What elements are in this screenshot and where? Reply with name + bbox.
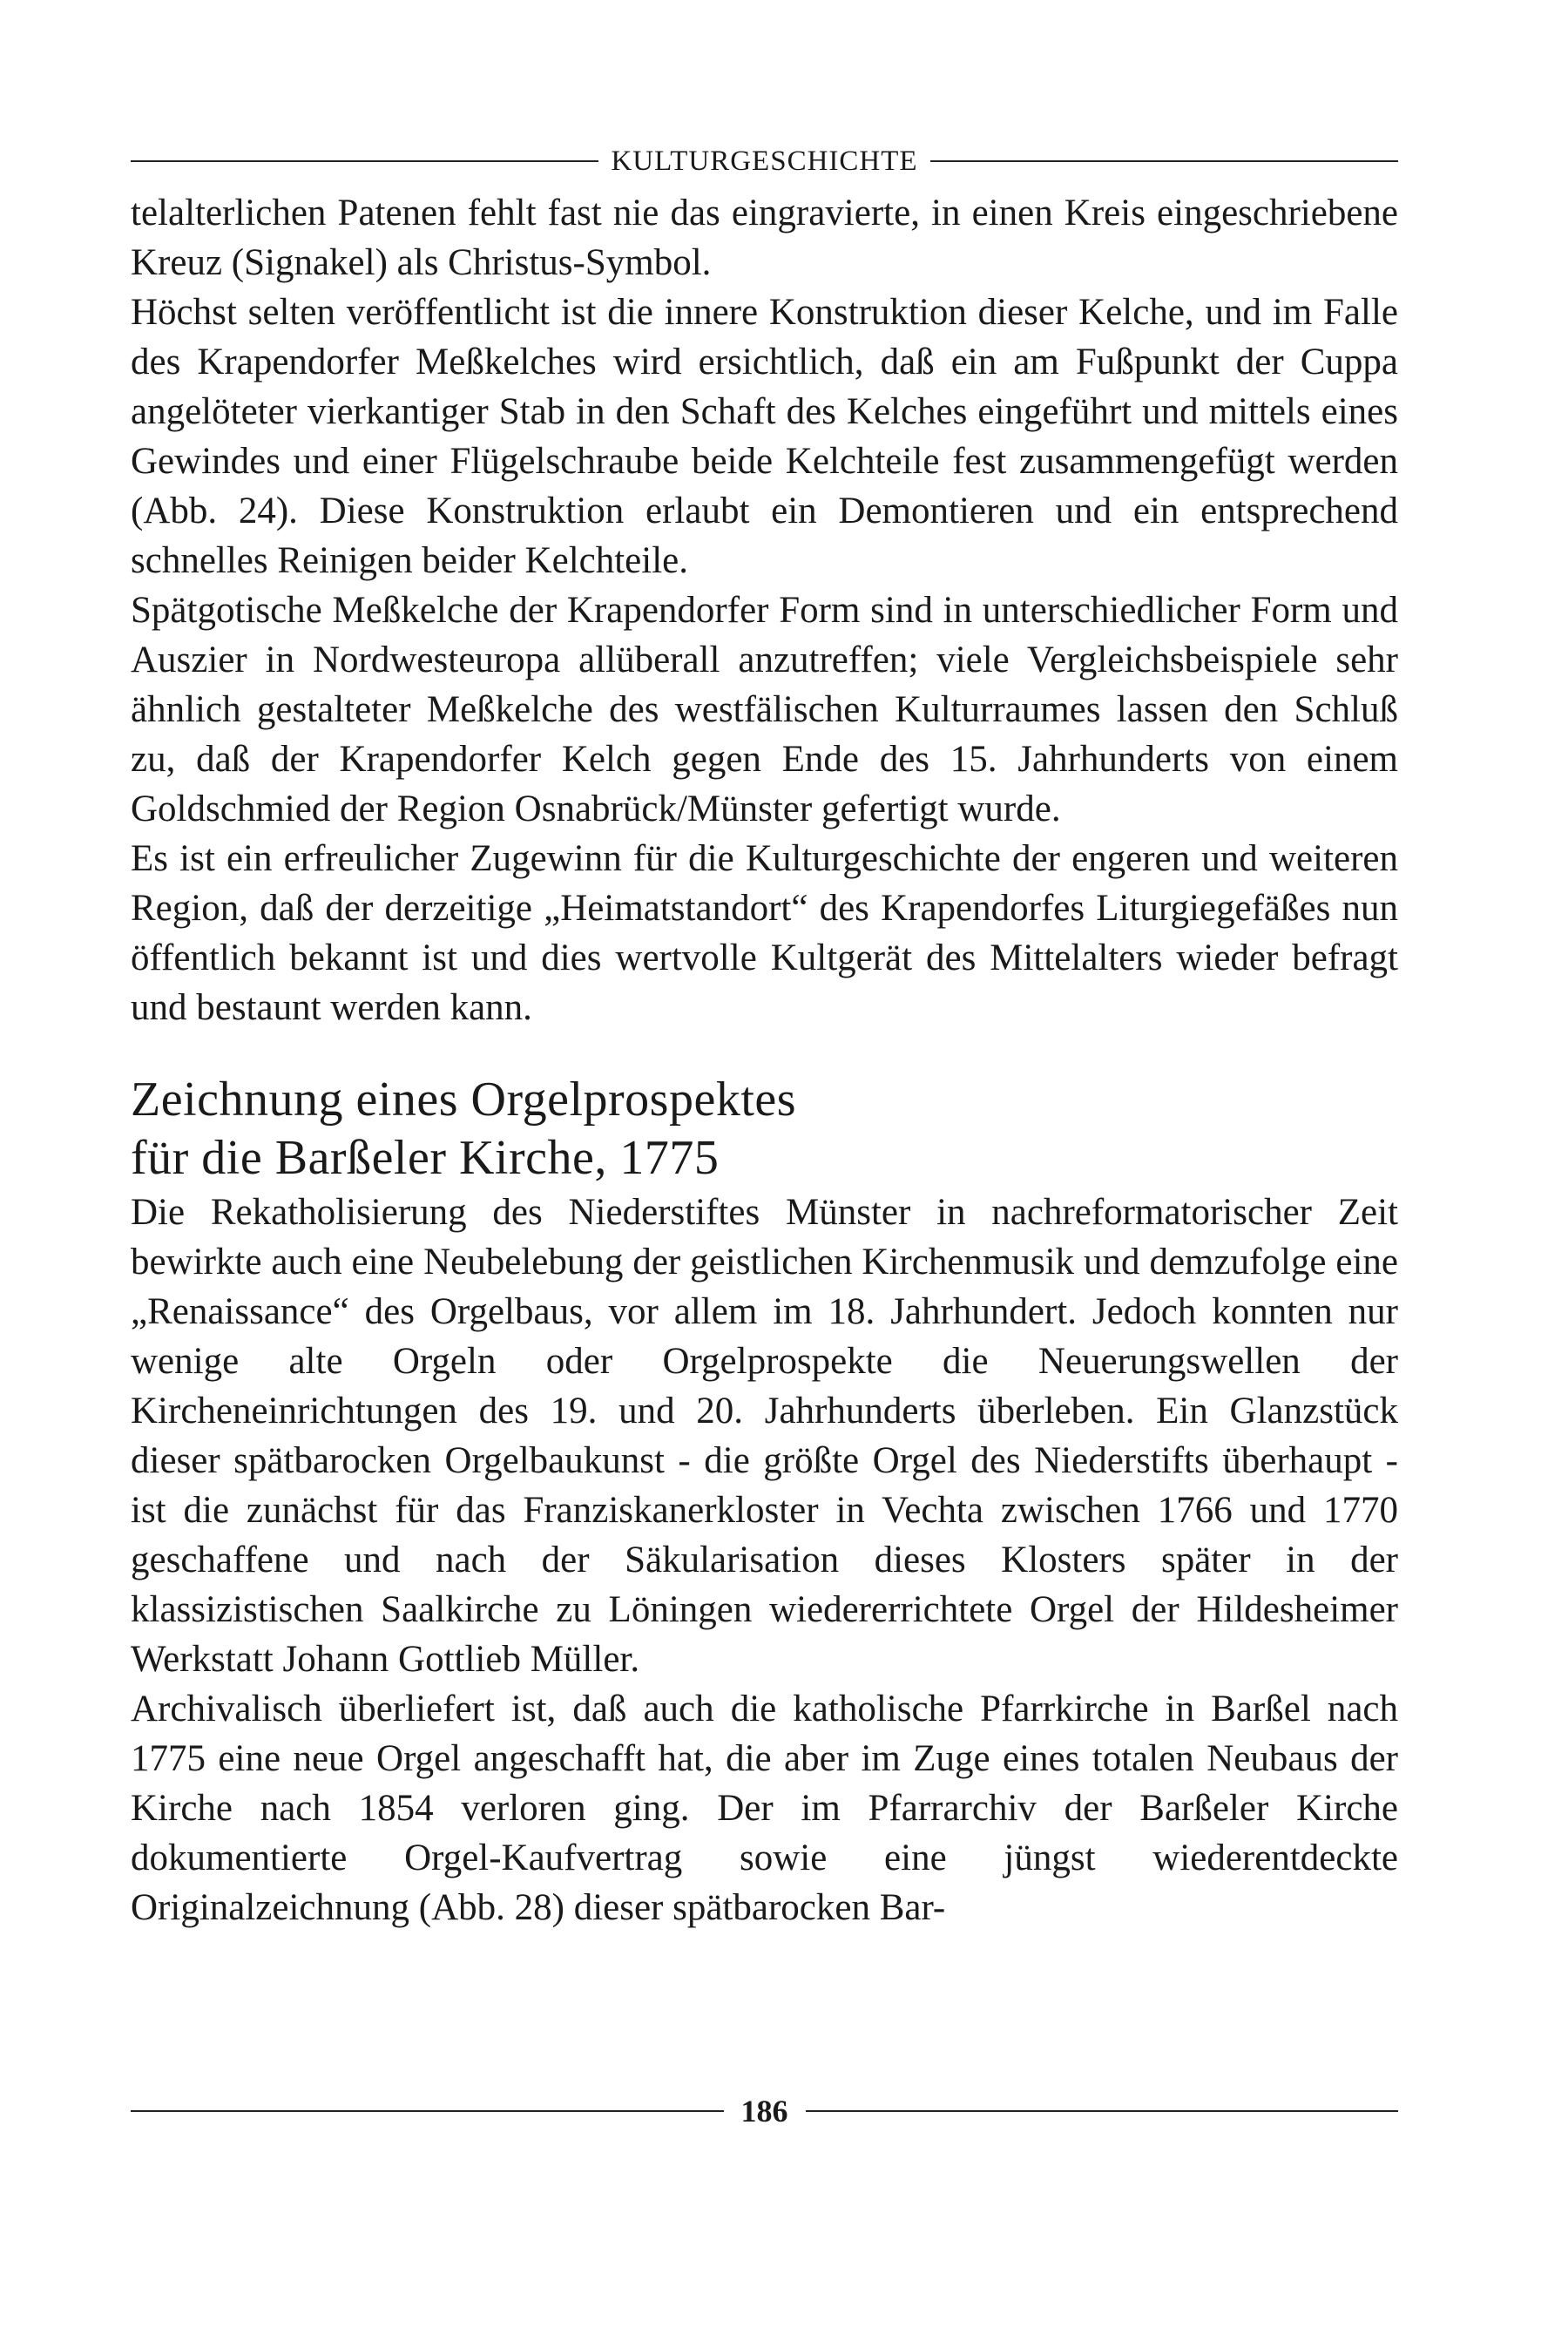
page	[131, 139, 1398, 1932]
paragraph: telalterlichen Patenen fehlt fast nie das eingravierte, in einen Kreis eingeschriebene Kreuz (Signakel) als Christus-Symbol.	[131, 193, 1398, 283]
footer-rule-right	[806, 2110, 1399, 2112]
paragraph: Spätgotische Meßkelche der Krapendorfer Form sind in unterschiedlicher Form und Auszier in Nordwesteuropa allüberall anzutreffen; viele Vergleichsbeispiele sehr ähnlich gestalteter Meßkelche des westfälischen Kulturraumes lassen den Schluß zu, daß der Krapendorfer Kelch gegen Ende des 15. Jahrhunderts von einem Goldschmied der Region Osnabrück/Münster gefertigt wurde.	[131, 590, 1398, 829]
paragraph: Die Rekatholisierung des Niederstiftes Münster in nachreformatorischer Zeit bewirkte auch eine Neubelebung der geistlichen Kirchenmusik und demzufolge eine „Renaissance“ des Orgelbaus, vor allem im 18. Jahrhundert. Jedoch konnten nur wenige alte Orgeln oder Orgelprospekte die Neuerungswellen der Kircheneinrichtungen des 19. und 20. Jahrhunderts überleben. Ein Glanzstück dieser spätbarocken Orgelbaukunst - die größte Orgel des Niederstifts überhaupt - ist die zunächst für das Franziskanerkloster in Vechta zwischen 1766 und 1770 geschaffene und nach der Säkularisation dieses Klosters später in der klassizistischen Saalkirche zu Löningen wiedererrichtete Orgel der Hildesheimer Werkstatt Johann Gottlieb Müller.	[131, 1192, 1398, 1680]
paragraph: Archivalisch überliefert ist, daß auch die katholische Pfarrkirche in Barßel nach 1775 eine neue Orgel angeschafft hat, die aber im Zuge eines totalen Neubaus der Kirche nach 1854 verloren ging. Der im Pfarrarchiv der Barßeler Kirche dokumentierte Orgel-Kaufvertrag sowie eine jüngst wiederentdeckte Originalzeichnung (Abb. 28) dieser spätbarocken Bar-	[131, 1689, 1398, 1928]
section-heading-line2: für die Barßeler Kirche, 1775	[131, 1131, 720, 1185]
footer-rule-left	[131, 2110, 724, 2112]
section-heading	[131, 1071, 1398, 1188]
paragraph: Es ist ein erfreulicher Zugewinn für die Kulturgeschichte der engeren und weiteren Region, daß der derzeitige „Heimatstandort“ des Krapendorfes Liturgiegefäßes nun öffentlich bekannt ist und dies wertvolle Kultgerät des Mittelalters wieder befragt und bestaunt werden kann.	[131, 838, 1398, 1028]
body-text	[131, 188, 1398, 1932]
paragraph: Höchst selten veröffentlicht ist die innere Konstruktion dieser Kelche, und im Falle des Krapendorfer Meßkelches wird ersichtlich, daß ein am Fußpunkt der Cuppa angelöteter vierkantiger Stab in den Schaft des Kelches eingeführt und mittels eines Gewindes und einer Flügelschraube beide Kelchteile fest zusammengefügt werden (Abb. 24). Diese Konstruktion erlaubt ein Demontieren und ein entsprechend schnelles Reinigen beider Kelchteile.	[131, 292, 1398, 581]
running-header	[131, 139, 1398, 183]
page-footer	[131, 2093, 1398, 2129]
section-heading-line1: Zeichnung eines Orgelprospektes	[131, 1073, 797, 1127]
page-number: 186	[740, 2094, 788, 2129]
running-head-title: KULTURGESCHICHTE	[611, 145, 918, 177]
header-rule-right	[930, 160, 1398, 162]
header-rule-left	[131, 160, 598, 162]
